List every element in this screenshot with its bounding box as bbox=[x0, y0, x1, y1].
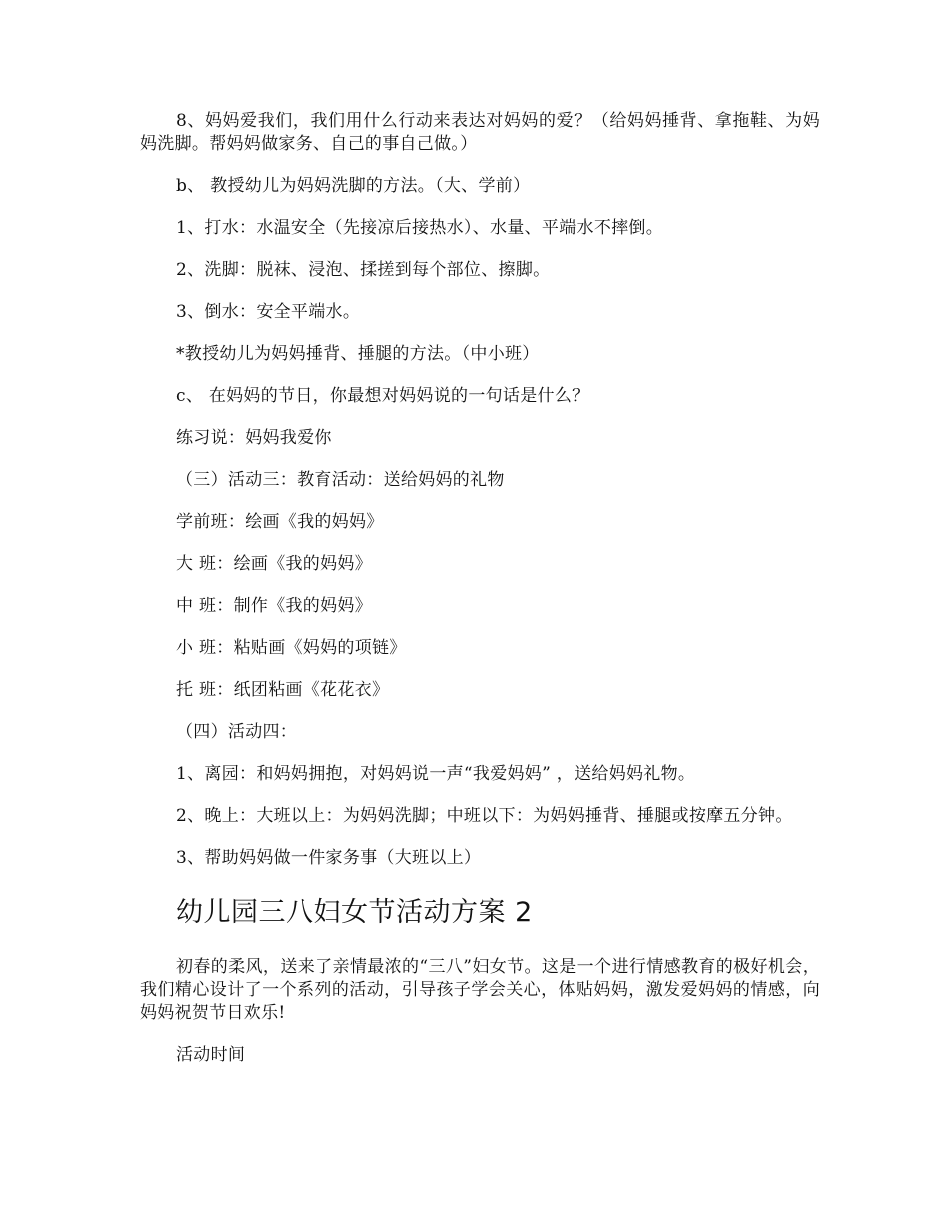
paragraph: 初春的柔风，送来了亲情最浓的“三八”妇女节。这是一个进行情感教育的极好机会，我们精心设计了一个系列的活动，引导孩子学会关心，体贴妈妈，激发爱妈妈的情感，向妈妈祝贺节日欢乐! bbox=[140, 957, 820, 1023]
paragraph: 2、洗脚：脱袜、浸泡、揉搓到每个部位、擦脚。 bbox=[176, 260, 551, 280]
document-body bbox=[140, 110, 820, 1067]
paragraph: 3、帮助妈妈做一件家务事（大班以上） bbox=[176, 848, 482, 868]
paragraph: （四）活动四： bbox=[176, 722, 298, 742]
paragraph: *教授幼儿为妈妈捶背、捶腿的方法。（中小班） bbox=[176, 344, 540, 364]
paragraph: 2、晚上：大班以上：为妈妈洗脚；中班以下：为妈妈捶背、捶腿或按摩五分钟。 bbox=[176, 806, 793, 826]
paragraph: 3、倒水：安全平端水。 bbox=[176, 302, 361, 322]
paragraph: （三）活动三：教育活动：送给妈妈的礼物 bbox=[176, 470, 505, 490]
paragraph: 活动时间 bbox=[176, 1045, 246, 1065]
paragraph: 8、妈妈爱我们，我们用什么行动来表达对妈妈的爱？（给妈妈捶背、拿拖鞋、为妈妈洗脚。帮妈妈做家务、自己的事自己做。） bbox=[140, 111, 820, 154]
paragraph: 练习说：妈妈我爱你 bbox=[176, 428, 332, 448]
section-heading: 幼儿园三八妇女节活动方案 2 bbox=[176, 897, 533, 928]
paragraph: 1、离园：和妈妈拥抱，对妈妈说一声“我爱妈妈” ，送给妈妈礼物。 bbox=[176, 764, 696, 784]
paragraph: 小 班：粘贴画《妈妈的项链》 bbox=[176, 638, 407, 658]
paragraph: c、 在妈妈的节日，你最想对妈妈说的一句话是什么？ bbox=[176, 386, 590, 406]
paragraph: 托 班：纸团粘画《花花衣》 bbox=[176, 680, 390, 700]
paragraph: 1、打水：水温安全（先接凉后接热水）、水量、平端水不摔倒。 bbox=[176, 218, 664, 238]
paragraph: 大 班：绘画《我的妈妈》 bbox=[176, 554, 373, 574]
paragraph: 学前班：绘画《我的妈妈》 bbox=[176, 512, 384, 532]
paragraph: 中 班：制作《我的妈妈》 bbox=[176, 596, 373, 616]
paragraph: b、 教授幼儿为妈妈洗脚的方法。（大、学前） bbox=[176, 176, 531, 196]
